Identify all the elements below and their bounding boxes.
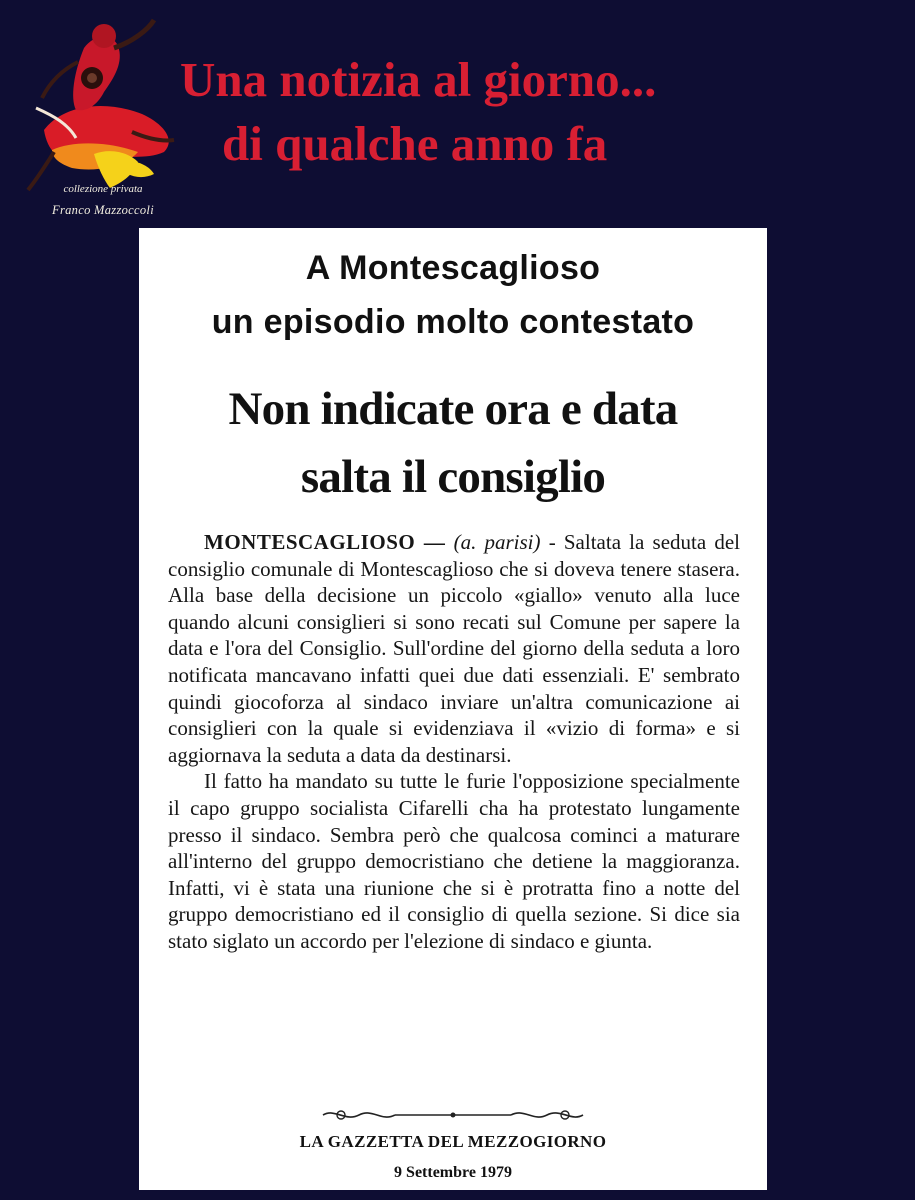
- article-title-line-2: salta il consiglio: [300, 451, 606, 503]
- logo-caption-owner: Franco Mazzoccoli: [52, 203, 154, 217]
- article-kicker-line-2: un episodio molto contestato: [211, 303, 695, 341]
- article-body: [168, 529, 740, 955]
- article-paragraph-1-text: - Saltata la seduta del consiglio comunale di Montescaglioso che si doveva tenere stasera. Alla base della decisione un piccolo «giallo» venuto alla luce quando alcuni consiglieri si sono recati sul Comune per sapere la data e l'ora del Consiglio. Sull'ordine del giorno della seduta a loro notificata mancavano infatti quei due dati essenziali. E' sembrato quindi giocoforza al sindaco inviare un'altra comunicazione ai consiglieri con la quale si evidenziava il «vizio di forma» e si aggiornava la seduta a data da destinarsi.: [168, 530, 741, 767]
- scroll-ornament-icon: [315, 1106, 591, 1124]
- headline-line-1: Una notizia al giorno...: [180, 52, 657, 107]
- article-paragraph-1: [168, 529, 740, 768]
- article-paragraph-2: Il fatto ha mandato su tutte le furie l'opposizione specialmente il capo gruppo socialista Cifarelli cha ha protestato lungamente presso il sindaco. Sembra però che qualcosa cominci a maturare all'interno del gruppo democristiano che detiene la maggioranza. Infatti, vi è stata una riunione che si è protratta fino a notte del gruppo democristiano ed il consiglio di quella sezione. Si dice sia stato siglato un accordo per l'elezione di sindaco e giunta.: [168, 769, 740, 953]
- newspaper-clipping: [139, 228, 767, 1190]
- page-headline: [180, 48, 840, 176]
- headline-line-2: di qualche anno fa: [222, 116, 608, 171]
- logo-caption-collection: collezione privata: [63, 183, 143, 195]
- publication-date: 9 Settembre 1979: [394, 1164, 512, 1181]
- dancer-illustration-icon: [14, 12, 184, 197]
- article-byline: (a. parisi): [453, 530, 541, 554]
- article-dateline: MONTESCAGLIOSO —: [204, 530, 446, 554]
- newspaper-masthead: LA GAZZETTA DEL MEZZOGIORNO: [299, 1132, 607, 1151]
- article-kicker-line-1: A Montescaglioso: [305, 249, 601, 287]
- article-title-line-1: Non indicate ora e data: [228, 383, 678, 435]
